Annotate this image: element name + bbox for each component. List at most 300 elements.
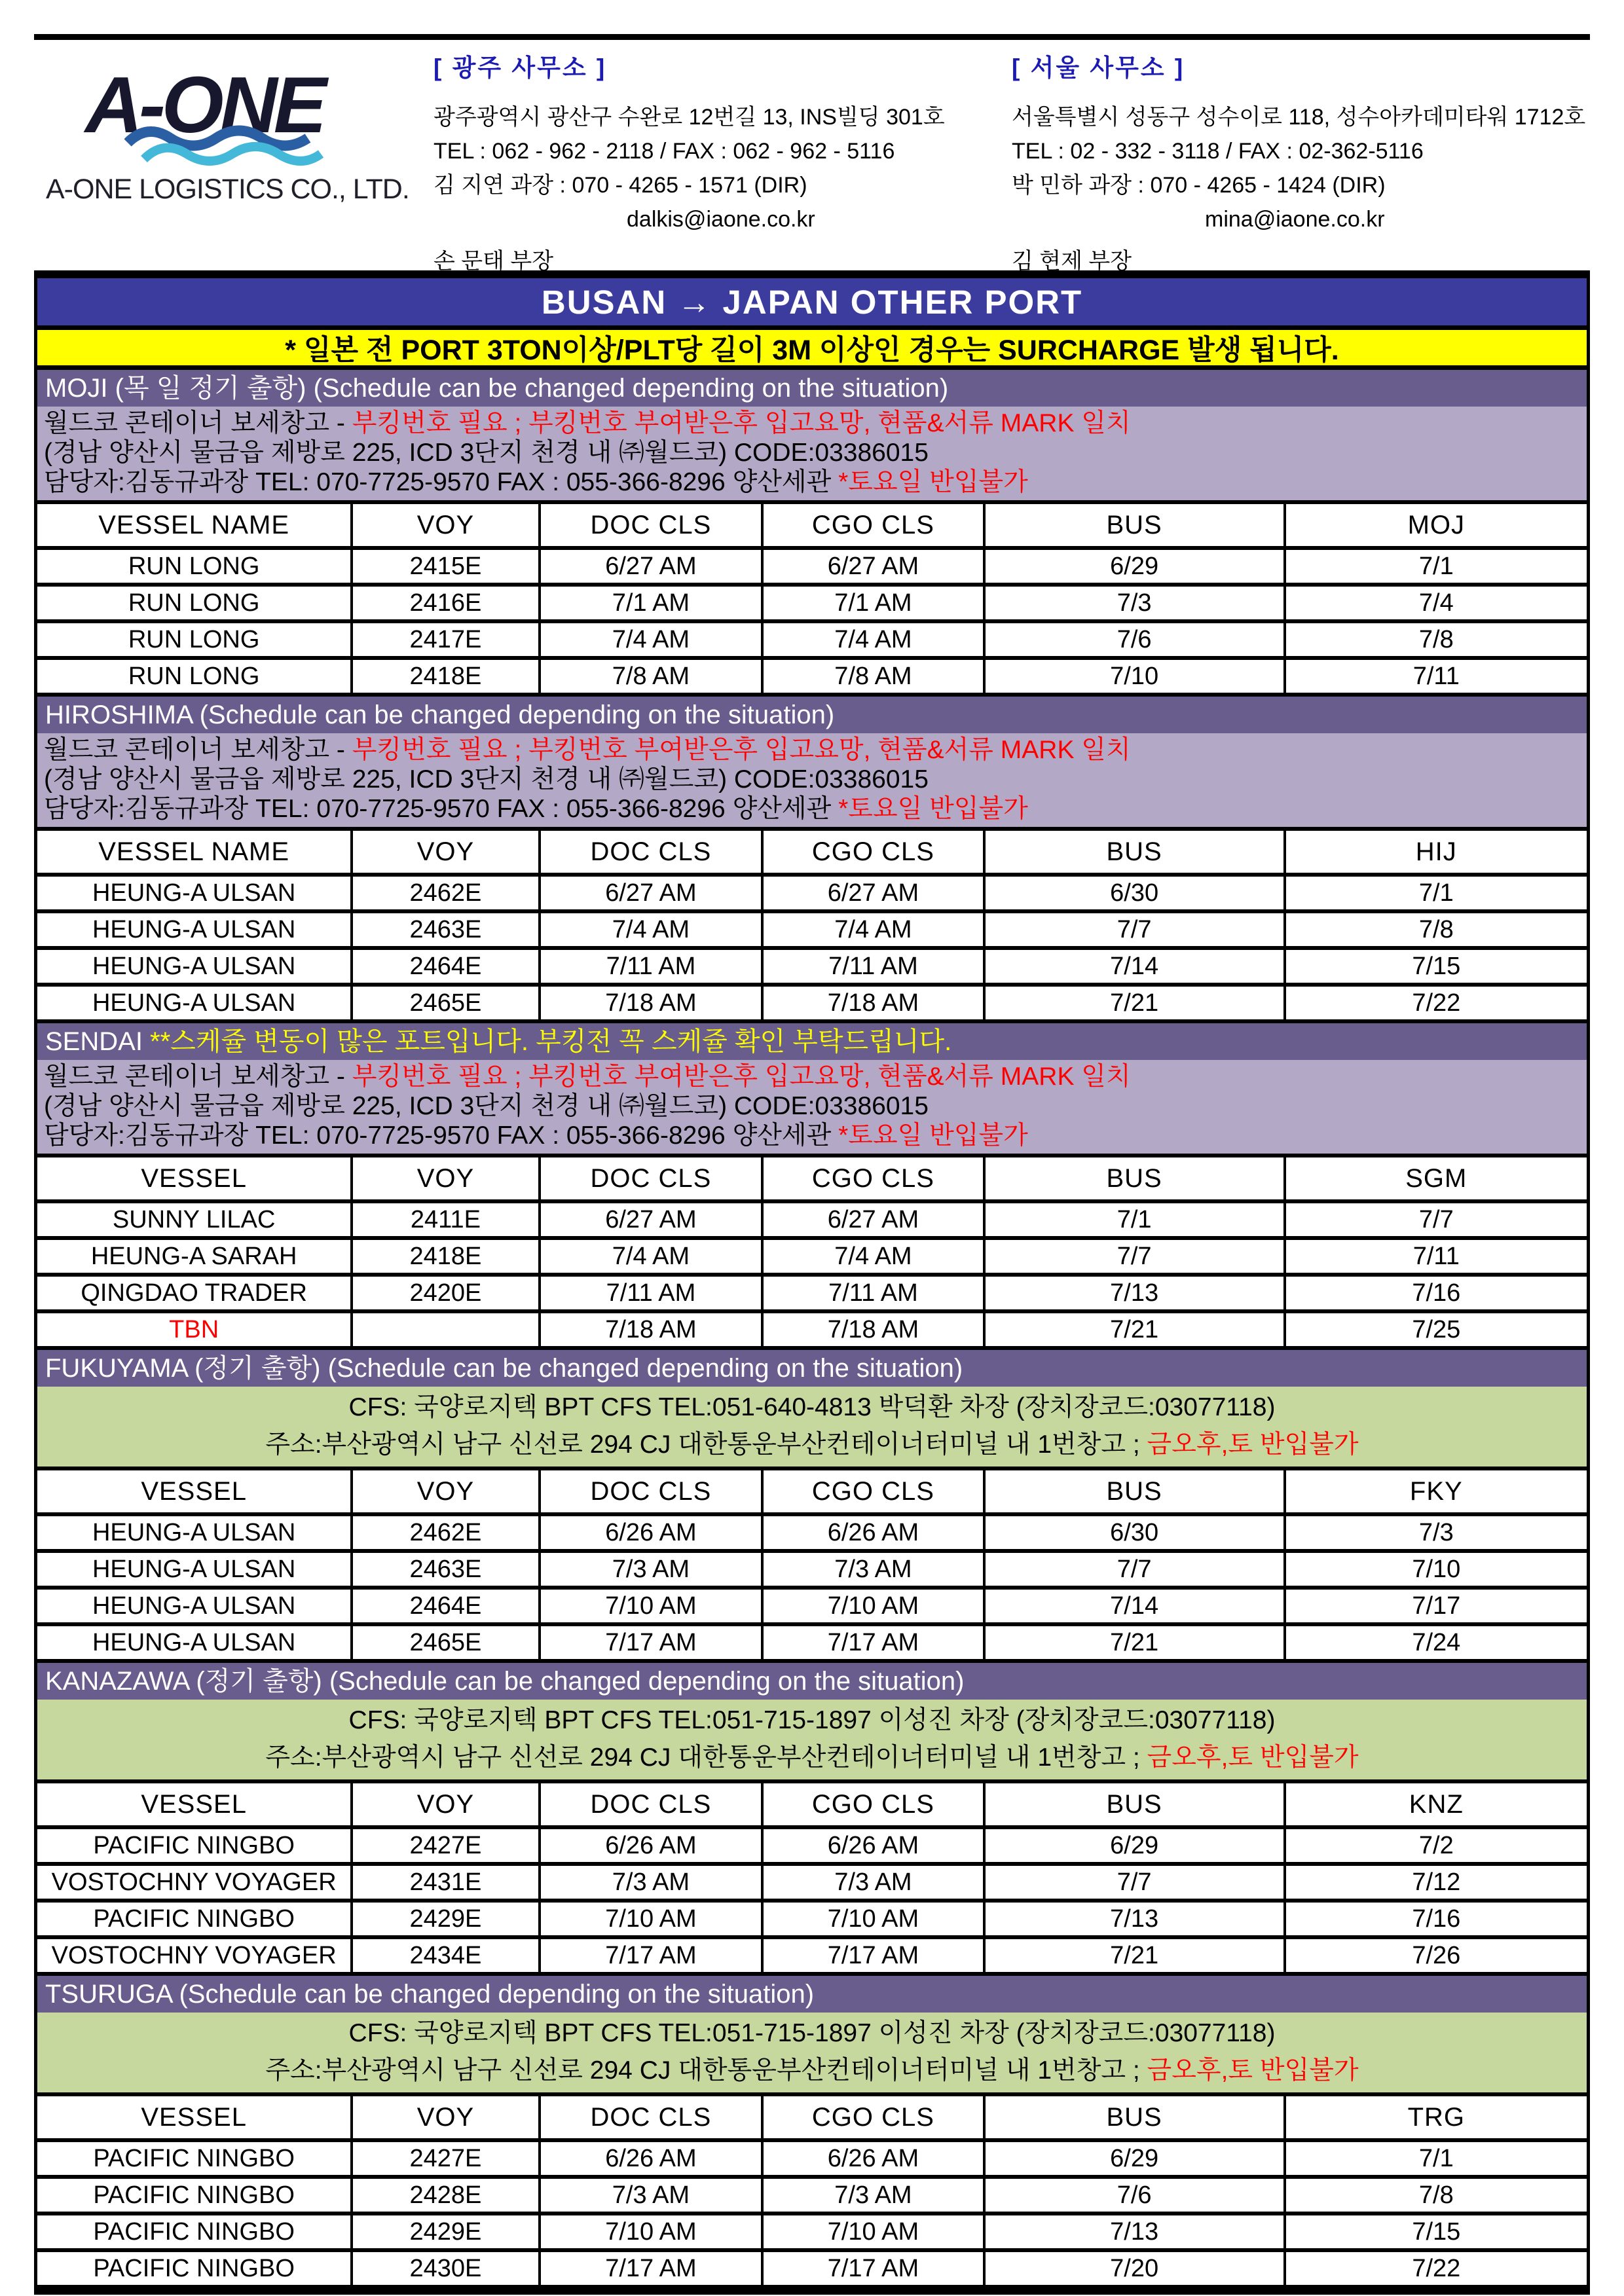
cell: 7/1 AM: [762, 585, 984, 621]
cell: 7/3 AM: [762, 1551, 984, 1588]
sections: [37, 370, 1587, 2289]
section-header-tsuruga: [37, 1976, 1587, 2013]
column-header: DOC CLS: [540, 2094, 763, 2140]
column-header: BUS: [984, 502, 1285, 548]
cell: 7/18 AM: [540, 985, 763, 1021]
column-header: DOC CLS: [540, 1781, 763, 1827]
cell: 2464E: [352, 1588, 539, 1624]
section-info-tsuruga: [37, 2013, 1587, 2092]
info-line: [44, 1702, 1580, 1739]
office-seoul-email: mina@iaone.co.kr: [1205, 207, 1385, 232]
cell: 7/10 AM: [540, 2214, 763, 2250]
cell: 2418E: [352, 658, 539, 695]
cell: HEUNG-A ULSAN: [37, 911, 352, 948]
section-tsuruga: [37, 1976, 1587, 2289]
cell: 7/10 AM: [540, 1588, 763, 1624]
cell: 7/8: [1285, 2177, 1587, 2214]
table-row: [37, 658, 1587, 695]
column-header: CGO CLS: [762, 1781, 984, 1827]
header-row: [37, 1781, 1587, 1827]
cell: 6/26 AM: [540, 1514, 763, 1551]
schedule-table-fukuyama: [37, 1467, 1587, 1663]
section-info-kanazawa: [37, 1700, 1587, 1779]
cell: HEUNG-A ULSAN: [37, 1624, 352, 1661]
info-text: *토요일 반입불가: [838, 1121, 1028, 1150]
column-header: CGO CLS: [762, 2094, 984, 2140]
column-header: SGM: [1285, 1156, 1587, 1201]
info-text: 주소:부산광역시 남구 신선로 294 CJ 대한통운부산컨테이너터미널 내 1번창고 ;: [265, 2056, 1147, 2085]
cell: 6/29: [984, 548, 1285, 585]
cell: 6/30: [984, 1514, 1285, 1551]
cell: 7/7: [984, 1551, 1285, 1588]
cell: 2420E: [352, 1275, 539, 1311]
info-text: 주소:부산광역시 남구 신선로 294 CJ 대한통운부산컨테이너터미널 내 1번창고 ;: [265, 1743, 1147, 1772]
info-text: CFS: 국양로지텍 BPT CFS TEL:051-715-1897 이성진 차장 (장치장코드:03077118): [348, 1706, 1276, 1734]
cell: HEUNG-A ULSAN: [37, 948, 352, 985]
column-header: VESSEL: [37, 1781, 352, 1827]
cell: 7/21: [984, 1311, 1285, 1348]
cell: 2465E: [352, 985, 539, 1021]
cell: 2462E: [352, 1514, 539, 1551]
column-header: VOY: [352, 1781, 539, 1827]
cell: 7/17 AM: [540, 1624, 763, 1661]
route-title-banner: BUSAN → JAPAN OTHER PORT: [37, 278, 1587, 325]
cell: 7/7: [984, 911, 1285, 948]
cell: 7/13: [984, 2214, 1285, 2250]
section-header-text: FUKUYAMA (정기 출항) (Schedule can be changed depending on the situation): [45, 1354, 963, 1383]
cell: 7/17 AM: [540, 1937, 763, 1974]
section-header-text: MOJI (목 일 정기 출항) (Schedule can be changed depending on the situation): [45, 374, 949, 403]
cell: 2416E: [352, 585, 539, 621]
cell: TBN: [37, 1311, 352, 1348]
info-text: CFS: 국양로지텍 BPT CFS TEL:051-715-1897 이성진 차장 (장치장코드:03077118): [348, 2019, 1276, 2047]
table-row: [37, 1937, 1587, 1974]
cell: 7/18 AM: [762, 1311, 984, 1348]
table-head: [37, 829, 1587, 875]
cell: 6/29: [984, 2140, 1285, 2177]
section-info-moji: [37, 407, 1587, 500]
table-body: [37, 548, 1587, 695]
cell: 7/7: [984, 1238, 1285, 1275]
info-text: 월드코 콘테이너 보세창고 -: [44, 409, 352, 437]
column-header: DOC CLS: [540, 1468, 763, 1514]
table-row: [37, 1901, 1587, 1937]
office-gwangju-manager: 김 지연 과장 : 070 - 4265 - 1571 (DIR): [434, 173, 807, 198]
cell: 6/27 AM: [762, 1201, 984, 1238]
surcharge-notice-banner: * 일본 전 PORT 3TON이상/PLT당 길이 3M 이상인 경우는 SURCHARGE 발생 됩니다.: [37, 325, 1587, 370]
cell: 7/8 AM: [762, 658, 984, 695]
cell: 7/10 AM: [540, 1901, 763, 1937]
cell: 2429E: [352, 1901, 539, 1937]
cell: 7/18 AM: [762, 985, 984, 1021]
cell: 2464E: [352, 948, 539, 985]
schedule-table-sendai: [37, 1154, 1587, 1350]
info-line: [44, 467, 1580, 497]
info-text: 담당자:김동규과장 TEL: 070-7725-9570 FAX : 055-366-8296 양산세관: [44, 795, 839, 823]
info-text: 주소:부산광역시 남구 신선로 294 CJ 대한통운부산컨테이너터미널 내 1번창고 ;: [265, 1430, 1147, 1459]
cell: RUN LONG: [37, 658, 352, 695]
info-line: [44, 2052, 1580, 2089]
column-header: FKY: [1285, 1468, 1587, 1514]
office-seoul-manager: 박 민하 과장 : 070 - 4265 - 1424 (DIR): [1012, 173, 1386, 198]
section-header-text: HIROSHIMA (Schedule can be changed depending on the situation): [45, 701, 835, 729]
cell: 7/16: [1285, 1901, 1587, 1937]
cell: 7/22: [1285, 985, 1587, 1021]
column-header: VESSEL NAME: [37, 829, 352, 875]
info-text: 부킹번호 필요 ; 부킹번호 부여받은후 입고요망, 현품&서류 MARK 일치: [352, 409, 1131, 437]
cell: 7/1: [1285, 875, 1587, 911]
column-header: DOC CLS: [540, 1156, 763, 1201]
cell: PACIFIC NINGBO: [37, 1901, 352, 1937]
office-gwangju-director: 손 문태 부장: [434, 249, 554, 274]
cell: [352, 1311, 539, 1348]
column-header: VESSEL NAME: [37, 502, 352, 548]
cell: HEUNG-A ULSAN: [37, 875, 352, 911]
info-text: 금오후,토 반입불가: [1147, 2056, 1359, 2085]
table-head: [37, 1781, 1587, 1827]
cell: RUN LONG: [37, 585, 352, 621]
column-header: BUS: [984, 1156, 1285, 1201]
cell: PACIFIC NINGBO: [37, 1827, 352, 1864]
cell: 7/10 AM: [762, 1588, 984, 1624]
section-header-sendai: [37, 1023, 1587, 1060]
cell: 2418E: [352, 1238, 539, 1275]
company-logo: [34, 46, 434, 268]
schedule-block: [34, 270, 1590, 2295]
section-header-text: TSURUGA (Schedule can be changed depending on the situation): [45, 1980, 815, 2009]
info-text: 부킹번호 필요 ; 부킹번호 부여받은후 입고요망, 현품&서류 MARK 일치: [352, 1063, 1131, 1091]
table-head: [37, 1468, 1587, 1514]
table-row: [37, 1624, 1587, 1661]
cell: 7/10: [1285, 1551, 1587, 1588]
column-header: HIJ: [1285, 829, 1587, 875]
cell: 7/10: [984, 658, 1285, 695]
cell: 7/24: [1285, 1624, 1587, 1661]
cell: RUN LONG: [37, 548, 352, 585]
office-gwangju-telfax: TEL : 062 - 962 - 2118 / FAX : 062 - 962 - 5116: [434, 139, 895, 164]
cell: 6/26 AM: [540, 1827, 763, 1864]
info-line: [44, 1389, 1580, 1426]
cell: 7/6: [984, 621, 1285, 658]
table-row: [37, 548, 1587, 585]
schedule-table-hiroshima: [37, 827, 1587, 1023]
cell: 7/8 AM: [540, 658, 763, 695]
cell: 7/4: [1285, 585, 1587, 621]
top-margin: [0, 0, 1624, 34]
cell: 7/3 AM: [762, 1864, 984, 1901]
column-header: DOC CLS: [540, 502, 763, 548]
header-row: [37, 829, 1587, 875]
table-head: [37, 502, 1587, 548]
cell: 7/15: [1285, 948, 1587, 985]
table-row: [37, 985, 1587, 1021]
column-header: BUS: [984, 1468, 1285, 1514]
column-header: BUS: [984, 1781, 1285, 1827]
column-header: CGO CLS: [762, 502, 984, 548]
cell: 7/3 AM: [540, 1551, 763, 1588]
cell: 2434E: [352, 1937, 539, 1974]
cell: 7/3: [1285, 1514, 1587, 1551]
info-line: [44, 765, 1580, 794]
section-header-kanazawa: [37, 1663, 1587, 1700]
cell: PACIFIC NINGBO: [37, 2140, 352, 2177]
cell: 7/21: [984, 985, 1285, 1021]
table-row: [37, 621, 1587, 658]
header-row: [37, 2094, 1587, 2140]
info-line: [44, 409, 1580, 438]
table-row: [37, 1514, 1587, 1551]
office-seoul-title: [ 서울 사무소 ]: [1012, 54, 1185, 81]
cell: 6/26 AM: [762, 2140, 984, 2177]
cell: 7/8: [1285, 911, 1587, 948]
section-kanazawa: [37, 1663, 1587, 1976]
cell: 7/11 AM: [762, 1275, 984, 1311]
section-info-sendai: [37, 1060, 1587, 1154]
cell: HEUNG-A SARAH: [37, 1238, 352, 1275]
info-line: [44, 1739, 1580, 1776]
cell: HEUNG-A ULSAN: [37, 1588, 352, 1624]
info-text: 부킹번호 필요 ; 부킹번호 부여받은후 입고요망, 현품&서류 MARK 일치: [352, 736, 1131, 764]
table-body: [37, 1514, 1587, 1661]
cell: 7/1 AM: [540, 585, 763, 621]
office-gwangju-title: [ 광주 사무소 ]: [434, 54, 607, 81]
cell: 7/8: [1285, 621, 1587, 658]
logo-company-name: A-ONE LOGISTICS CO., LTD.: [46, 173, 409, 205]
cell: 7/4 AM: [762, 1238, 984, 1275]
cell: 7/12: [1285, 1864, 1587, 1901]
table-row: [37, 1827, 1587, 1864]
info-line: [44, 1121, 1580, 1150]
section-fukuyama: [37, 1350, 1587, 1663]
section-info-fukuyama: [37, 1387, 1587, 1467]
cell: 7/16: [1285, 1275, 1587, 1311]
column-header: CGO CLS: [762, 829, 984, 875]
cell: 7/7: [1285, 1201, 1587, 1238]
cell: 7/11 AM: [762, 948, 984, 985]
info-line: [44, 1091, 1580, 1121]
info-text: CFS: 국양로지텍 BPT CFS TEL:051-640-4813 박덕환 차장 (장치장코드:03077118): [348, 1393, 1276, 1421]
office-gwangju-email: dalkis@iaone.co.kr: [627, 207, 815, 232]
info-text: 담당자:김동규과장 TEL: 070-7725-9570 FAX : 055-366-8296 양산세관: [44, 468, 839, 496]
cell: 7/3 AM: [540, 2177, 763, 2214]
table-head: [37, 1156, 1587, 1201]
column-header: VESSEL: [37, 1156, 352, 1201]
column-header: VESSEL: [37, 1468, 352, 1514]
cell: 2463E: [352, 1551, 539, 1588]
table-body: [37, 875, 1587, 1021]
cell: 2411E: [352, 1201, 539, 1238]
cell: 7/4 AM: [762, 621, 984, 658]
cell: 7/1: [984, 1201, 1285, 1238]
header-row: [37, 1156, 1587, 1201]
table-row: [37, 1551, 1587, 1588]
schedule-table-moji: [37, 500, 1587, 697]
cell: 7/17 AM: [762, 2250, 984, 2287]
column-header: TRG: [1285, 2094, 1587, 2140]
cell: PACIFIC NINGBO: [37, 2177, 352, 2214]
office-seoul-address: 서울특별시 성동구 성수이로 118, 성수아카데미타워 1712호: [1012, 105, 1586, 130]
cell: 6/26 AM: [762, 1827, 984, 1864]
cell: 6/26 AM: [540, 2140, 763, 2177]
cell: PACIFIC NINGBO: [37, 2214, 352, 2250]
cell: 6/26 AM: [762, 1514, 984, 1551]
cell: QINGDAO TRADER: [37, 1275, 352, 1311]
cell: 7/1: [1285, 548, 1587, 585]
cell: 7/3 AM: [762, 2177, 984, 2214]
cell: 2462E: [352, 875, 539, 911]
info-line: [44, 1426, 1580, 1463]
table-row: [37, 2177, 1587, 2214]
table-row: [37, 2140, 1587, 2177]
header-row: [37, 502, 1587, 548]
section-header-moji: [37, 370, 1587, 407]
cell: 2427E: [352, 2140, 539, 2177]
table-body: [37, 1201, 1587, 1348]
cell: HEUNG-A ULSAN: [37, 1514, 352, 1551]
table-row: [37, 875, 1587, 911]
table-row: [37, 1238, 1587, 1275]
section-header-text: **스케쥴 변동이 많은 포트입니다. 부킹전 꼭 스케쥴 확인 부탁드립니다.: [150, 1027, 952, 1056]
office-seoul-director: 김 현제 부장: [1012, 249, 1132, 274]
schedule-table-kanazawa: [37, 1779, 1587, 1976]
column-header: MOJ: [1285, 502, 1587, 548]
column-header: CGO CLS: [762, 1468, 984, 1514]
schedule-table-tsuruga: [37, 2092, 1587, 2289]
table-row: [37, 911, 1587, 948]
cell: 7/21: [984, 1624, 1285, 1661]
cell: 7/1: [1285, 2140, 1587, 2177]
cell: 7/11 AM: [540, 1275, 763, 1311]
cell: 7/3 AM: [540, 1864, 763, 1901]
cell: 7/25: [1285, 1311, 1587, 1348]
table-row: [37, 2250, 1587, 2287]
column-header: KNZ: [1285, 1781, 1587, 1827]
cell: 2428E: [352, 2177, 539, 2214]
info-line: [44, 735, 1580, 765]
document-header: [34, 40, 1590, 274]
column-header: BUS: [984, 829, 1285, 875]
info-text: (경남 양산시 물금읍 제방로 225, ICD 3단지 천경 내 ㈜월드코) CODE:03386015: [44, 765, 929, 793]
info-line: [44, 438, 1580, 467]
section-moji: [37, 370, 1587, 697]
cell: 7/4 AM: [540, 1238, 763, 1275]
cell: SUNNY LILAC: [37, 1201, 352, 1238]
column-header: VOY: [352, 1468, 539, 1514]
cell: 7/18 AM: [540, 1311, 763, 1348]
table-row: [37, 1201, 1587, 1238]
cell: 7/11: [1285, 1238, 1587, 1275]
info-text: *토요일 반입불가: [838, 795, 1028, 823]
section-header-text: SENDAI: [45, 1027, 151, 1056]
cell: 7/13: [984, 1275, 1285, 1311]
column-header: VOY: [352, 502, 539, 548]
cell: 7/11: [1285, 658, 1587, 695]
table-head: [37, 2094, 1587, 2140]
cell: 2431E: [352, 1864, 539, 1901]
office-gwangju: [434, 46, 1012, 274]
column-header: BUS: [984, 2094, 1285, 2140]
info-text: 금오후,토 반입불가: [1147, 1743, 1359, 1772]
table-row: [37, 1588, 1587, 1624]
info-text: (경남 양산시 물금읍 제방로 225, ICD 3단지 천경 내 ㈜월드코) CODE:03386015: [44, 439, 929, 467]
cell: 6/27 AM: [540, 875, 763, 911]
info-line: [44, 2014, 1580, 2052]
section-hiroshima: [37, 697, 1587, 1023]
cell: 7/26: [1285, 1937, 1587, 1974]
info-line: [44, 794, 1580, 824]
cell: 7/6: [984, 2177, 1285, 2214]
table-row: [37, 585, 1587, 621]
cell: 7/14: [984, 948, 1285, 985]
info-text: 월드코 콘테이너 보세창고 -: [44, 736, 352, 764]
office-seoul: [1012, 46, 1590, 274]
logo-wordmark: A-ONE: [85, 60, 323, 149]
cell: 6/27 AM: [540, 1201, 763, 1238]
info-text: (경남 양산시 물금읍 제방로 225, ICD 3단지 천경 내 ㈜월드코) CODE:03386015: [44, 1092, 929, 1120]
table-row: [37, 1864, 1587, 1901]
cell: 7/17: [1285, 1588, 1587, 1624]
table-body: [37, 1827, 1587, 1974]
cell: 6/29: [984, 1827, 1285, 1864]
cell: HEUNG-A ULSAN: [37, 985, 352, 1021]
cell: 2417E: [352, 621, 539, 658]
info-text: 월드코 콘테이너 보세창고 -: [44, 1063, 352, 1091]
cell: 7/4 AM: [762, 911, 984, 948]
column-header: VESSEL: [37, 2094, 352, 2140]
cell: 6/27 AM: [762, 548, 984, 585]
cell: 7/3: [984, 585, 1285, 621]
column-header: CGO CLS: [762, 1156, 984, 1201]
info-text: 금오후,토 반입불가: [1147, 1430, 1359, 1459]
column-header: VOY: [352, 2094, 539, 2140]
cell: 7/10 AM: [762, 2214, 984, 2250]
cell: 7/17 AM: [540, 2250, 763, 2287]
cell: 7/13: [984, 1901, 1285, 1937]
cell: 7/14: [984, 1588, 1285, 1624]
cell: 7/10 AM: [762, 1901, 984, 1937]
cell: 2430E: [352, 2250, 539, 2287]
info-text: 담당자:김동규과장 TEL: 070-7725-9570 FAX : 055-366-8296 양산세관: [44, 1121, 839, 1150]
info-text: *토요일 반입불가: [838, 468, 1028, 496]
office-gwangju-address: 광주광역시 광산구 수완로 12번길 13, INS빌딩 301호: [434, 105, 945, 130]
header-row: [37, 1468, 1587, 1514]
cell: 7/7: [984, 1864, 1285, 1901]
cell: 7/17 AM: [762, 1624, 984, 1661]
column-header: DOC CLS: [540, 829, 763, 875]
section-header-text: KANAZAWA (정기 출항) (Schedule can be changed depending on the situation): [45, 1667, 965, 1696]
cell: 2463E: [352, 911, 539, 948]
cell: 7/2: [1285, 1827, 1587, 1864]
table-row: [37, 2214, 1587, 2250]
cell: 2427E: [352, 1827, 539, 1864]
cell: 2415E: [352, 548, 539, 585]
cell: 7/21: [984, 1937, 1285, 1974]
cell: 7/17 AM: [762, 1937, 984, 1974]
cell: 7/20: [984, 2250, 1285, 2287]
cell: PACIFIC NINGBO: [37, 2250, 352, 2287]
section-header-fukuyama: [37, 1350, 1587, 1387]
table-row: [37, 1311, 1587, 1348]
cell: HEUNG-A ULSAN: [37, 1551, 352, 1588]
table-body: [37, 2140, 1587, 2287]
cell: VOSTOCHNY VOYAGER: [37, 1864, 352, 1901]
table-row: [37, 948, 1587, 985]
cell: 2465E: [352, 1624, 539, 1661]
table-row: [37, 1275, 1587, 1311]
cell: 6/27 AM: [540, 548, 763, 585]
office-seoul-telfax: TEL : 02 - 332 - 3118 / FAX : 02-362-5116: [1012, 139, 1424, 164]
top-rule: [34, 34, 1590, 40]
